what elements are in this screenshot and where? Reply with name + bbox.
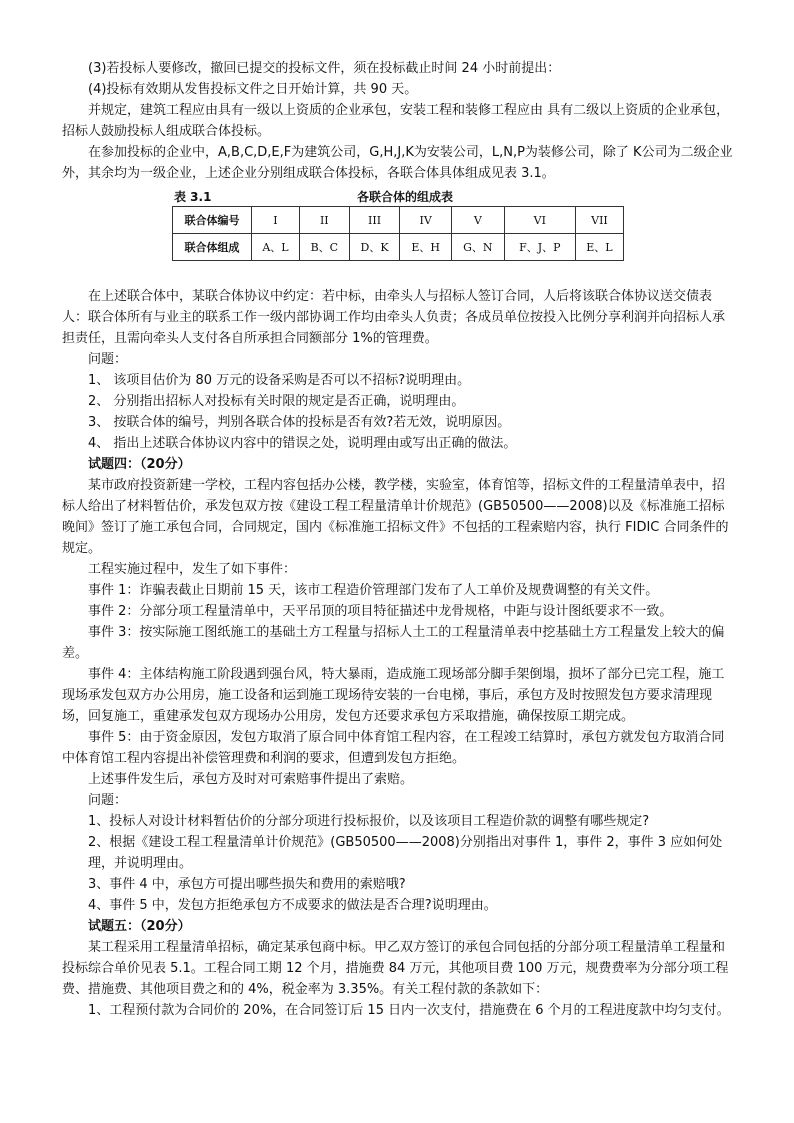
table-cell: II xyxy=(299,207,349,234)
table-cell: IV xyxy=(400,207,452,234)
table-cell: III xyxy=(349,207,400,234)
row-label-members: 联合体组成 xyxy=(173,234,252,261)
paragraph: 3、事件 4 中，承包方可提出哪些损失和费用的索赔哦? xyxy=(88,877,406,892)
paragraph: 事件 2：分部分项工程量清单中，天平吊顶的项目特征描述中龙骨规格，中距与设计图纸要求不一致。 xyxy=(88,604,673,619)
paragraph: 1、 该项目估价为 80 万元的设备采购是否可以不招标?说明理由。 xyxy=(88,373,471,388)
section-heading: 试题五：（20分） xyxy=(88,919,191,934)
consortium-table xyxy=(172,206,624,261)
paragraph: (4)投标有效期从发售投标文件之日开始计算，共 90 天。 xyxy=(88,82,418,97)
table-cell: A、L xyxy=(252,234,300,261)
table-cell: D、K xyxy=(349,234,400,261)
paragraph: 某工程采用工程量清单招标，确定某承包商中标。甲乙双方签订的承包合同包括的分部分项工程量清单工程量和投标综合单价见表 5.1。工程合同工期 12 个月，措施费 84 万元，其他项目费 100 万元，规费费率为分部分项工程费、措施费、其他项目费之和的 4%，税金率为 3.35%。有关工程付款的条款如下： xyxy=(62,940,729,997)
text-block-bottom xyxy=(62,286,734,1021)
paragraph: 1、工程预付款为合同价的 20%，在合同签订后 15 日内一次支付，措施费在 6 个月的工程进度款中均匀支付。 xyxy=(88,1003,730,1018)
paragraph: 上述事件发生后，承包方及时对可索赔事件提出了索赔。 xyxy=(88,772,414,787)
table-title: 各联合体的组成表 xyxy=(357,190,454,204)
table-cell: VI xyxy=(504,207,575,234)
table-cell: V xyxy=(451,207,504,234)
section-heading: 试题四：（20分） xyxy=(88,457,191,472)
table-caption: 表 3.1 xyxy=(174,190,212,204)
table-row xyxy=(173,207,624,234)
table-cell: E、H xyxy=(400,234,452,261)
row-label-id: 联合体编号 xyxy=(173,207,252,234)
paragraph: 2、根据《建设工程工程量清单计价规范》(GB50500——2008)分别指出对事件 1，事件 2，事件 3 应如何处理，并说明理由。 xyxy=(88,835,723,871)
text-block-top xyxy=(62,58,734,184)
table-cell: E、L xyxy=(575,234,623,261)
paragraph: 某市政府投资新建一学校，工程内容包括办公楼，教学楼，实验室，体育馆等，招标文件的工程量清单表中，招标人给出了材料暂估价，承发包双方按《建设工程工程量清单计价规范》(GB50500——2008)以及《标准施工招标晚间》签订了施工承包合同，合同规定，国内《标准施工招标文件》不包括的工程索赔内容，执行 FIDIC 合同条件的规定。 xyxy=(62,478,729,556)
table-cell: B、C xyxy=(299,234,349,261)
paragraph: 1、投标人对设计材料暂估价的分部分项进行投标报价，以及该项目工程造价款的调整有哪些规定? xyxy=(88,814,650,829)
paragraph: 4、 指出上述联合体协议内容中的错误之处，说明理由或写出正确的做法。 xyxy=(88,436,517,451)
table-cell: F、J、P xyxy=(504,234,575,261)
table-cell: VII xyxy=(575,207,623,234)
paragraph: (3)若投标人要修改，撤回已提交的投标文件，须在投标截止时间 24 小时前提出： xyxy=(88,61,561,76)
paragraph: 事件 5：由于资金原因，发包方取消了原合同中体育馆工程内容，在工程竣工结算时，承包方就发包方取消合同中体育馆工程内容提出补偿管理费和利润的要求，但遭到发包方拒绝。 xyxy=(62,730,725,766)
paragraph: 3、 按联合体的编号，判别各联合体的投标是否有效?若无效，说明原因。 xyxy=(88,415,511,430)
paragraph: 在参加投标的企业中，A,B,C,D,E,F为建筑公司，G,H,J,K为安装公司，L,N,P为装修公司，除了 K公司为二级企业外，其余均为一级企业，上述企业分别组成联合体投标，各联合体具体组成见表 3.1。 xyxy=(62,145,733,181)
table-cell: G、N xyxy=(451,234,504,261)
table-cell: I xyxy=(252,207,300,234)
paragraph: 问题： xyxy=(88,793,128,808)
paragraph: 事件 3：按实际施工图纸施工的基础土方工程量与招标人土工的工程量清单表中挖基础土方工程量发上较大的偏差。 xyxy=(62,625,725,661)
paragraph: 并规定，建筑工程应由具有一级以上资质的企业承包，安装工程和装修工程应由 具有二级以上资质的企业承包，招标人鼓励投标人组成联合体投标。 xyxy=(62,103,730,139)
paragraph: 问题： xyxy=(88,352,128,367)
table-row xyxy=(173,234,624,261)
paragraph: 事件 1：诈骗表截止日期前 15 天，该市工程造价管理部门发布了人工单价及规费调整的有关文件。 xyxy=(88,583,659,598)
paragraph: 在上述联合体中，某联合体协议中约定：若中标，由牵头人与招标人签订合同，人后将该联合体协议送交债表人：联合体所有与业主的联系工作一级内部协调工作均由牵头人负责；各成员单位按投入比例分享利润并向招标人承担责任，且需向牵头人支付各自所承担合同额部分 1%的管理费。 xyxy=(62,289,726,346)
paragraph: 事件 4：主体结构施工阶段遇到强台风，特大暴雨，造成施工现场部分脚手架倒塌，损坏了部分已完工程，施工现场承发包双方办公用房，施工设备和运到施工现场待安装的一台电梯，事后，承包方及时按照发包方要求清理现场，回复施工，重建承发包双方现场办公用房，发包方还要求承包方采取措施，确保按原工期完成。 xyxy=(62,667,725,724)
paragraph: 工程实施过程中，发生了如下事件： xyxy=(88,562,297,577)
paragraph: 4、事件 5 中，发包方拒绝承包方不成要求的做法是否合理?说明理由。 xyxy=(88,898,497,913)
document-page xyxy=(62,58,734,1021)
consortium-table-block xyxy=(172,188,624,270)
paragraph: 2、 分别指出招标人对投标有关时限的规定是否正确，说明理由。 xyxy=(88,394,465,409)
